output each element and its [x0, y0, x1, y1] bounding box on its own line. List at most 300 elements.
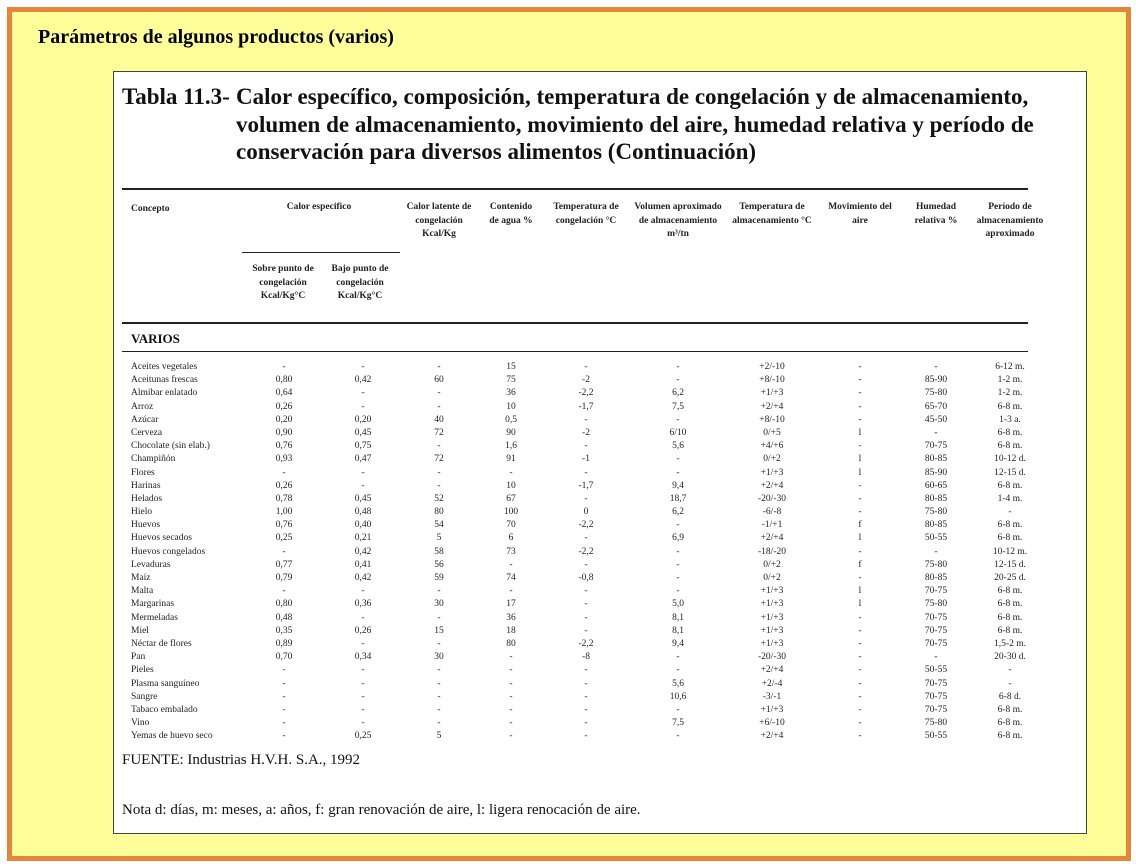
sobre-punto-cell: 0,90: [275, 427, 293, 438]
table-row: [114, 704, 1086, 717]
sobre-punto-cell: -: [282, 467, 286, 478]
periodo-cell: 12-15 d.: [994, 467, 1026, 478]
header-calor-especifico: Calor especifico: [286, 202, 352, 212]
humedad-cell: 75-80: [924, 718, 948, 729]
bajo-punto-cell: 0,42: [354, 375, 372, 386]
temp-almacenamiento-cell: +2/+4: [760, 665, 784, 676]
humedad-cell: 75-80: [924, 507, 948, 518]
row-concepto: Aceitunas frescas: [131, 375, 198, 386]
temp-almacenamiento-cell: +1/+3: [760, 586, 784, 597]
table-row: [114, 480, 1086, 493]
row-concepto: Flores: [131, 467, 155, 478]
volumen-cell: 6,2: [672, 388, 684, 399]
table-label: Tabla 11.3-: [122, 84, 230, 109]
bajo-punto-cell: -: [361, 638, 365, 649]
bajo-punto-cell: -: [361, 612, 365, 623]
humedad-cell: 80-85: [924, 493, 948, 504]
movimiento-aire-cell: -: [858, 665, 862, 676]
movimiento-aire-cell: -: [858, 414, 862, 425]
contenido-agua-cell: 1,6: [505, 441, 517, 452]
movimiento-aire-cell: -: [858, 573, 862, 583]
table-row: [114, 598, 1086, 611]
table-caption-line-1: Calor específico, composición, temperatura de congelación y de almacenamiento,: [236, 84, 1029, 109]
temp-congelacion-cell: -2: [582, 375, 590, 386]
row-concepto: Levaduras: [131, 559, 171, 570]
humedad-cell: 60-65: [924, 480, 948, 491]
volumen-cell: -: [676, 414, 680, 425]
volumen-cell: 6/10: [669, 427, 687, 438]
temp-almacenamiento-cell: +1/+3: [760, 388, 784, 399]
movimiento-aire-cell: -: [858, 401, 862, 412]
volumen-cell: 5,6: [672, 678, 684, 689]
section-rule: [122, 351, 1028, 352]
periodo-cell: 6-8 m.: [997, 625, 1023, 636]
bajo-punto-cell: 0,36: [354, 599, 372, 610]
volumen-cell: 9,4: [672, 638, 684, 649]
contenido-agua-cell: 70: [506, 520, 516, 531]
movimiento-aire-cell: f: [858, 559, 862, 570]
bajo-punto-cell: 0,42: [354, 573, 372, 583]
contenido-agua-cell: -: [509, 731, 513, 742]
sobre-punto-cell: 0,80: [275, 599, 293, 610]
row-concepto: Champiñón: [131, 454, 176, 465]
table-row: [114, 493, 1086, 506]
bajo-punto-cell: 0,75: [354, 441, 372, 452]
movimiento-aire-cell: -: [858, 493, 862, 504]
periodo-cell: 1-4 m.: [997, 493, 1023, 504]
bajo-punto-cell: 0,20: [354, 414, 372, 425]
bajo-punto-cell: -: [361, 665, 365, 676]
volumen-cell: 7,5: [672, 401, 684, 412]
movimiento-aire-cell: l: [858, 586, 862, 597]
periodo-cell: 6-12 m.: [995, 362, 1025, 372]
temp-congelacion-cell: -2,2: [578, 388, 594, 399]
temp-almacenamiento-cell: +2/-4: [761, 678, 783, 689]
movimiento-aire-cell: -: [858, 362, 862, 372]
temp-almacenamiento-cell: -1/+1: [761, 520, 783, 531]
temp-congelacion-cell: -: [584, 493, 588, 504]
calor-latente-cell: -: [437, 665, 441, 676]
sobre-punto-cell: 0,70: [275, 652, 293, 663]
note-line: Nota d: días, m: meses, a: años, f: gran renovación de aire, l: ligera renocación de aire.: [122, 802, 641, 818]
header-temp-congelacion: Temperatura de congelación °C: [553, 202, 619, 226]
temp-almacenamiento-cell: 0/+2: [763, 454, 781, 465]
periodo-cell: -: [1008, 665, 1012, 676]
header-concepto: Concepto: [131, 204, 170, 214]
row-concepto: Sangre: [131, 691, 158, 702]
temp-almacenamiento-cell: +1/+3: [760, 625, 784, 636]
humedad-cell: 80-85: [924, 573, 948, 583]
calor-latente-cell: 72: [434, 427, 444, 438]
header-temp-almacenamiento: Temperatura de almacenamiento °C: [732, 202, 812, 226]
bajo-punto-cell: 0,47: [354, 454, 372, 465]
periodo-cell: 6-8 m.: [997, 612, 1023, 623]
sobre-punto-cell: 0,80: [275, 375, 293, 386]
row-concepto: Almíbar enlatado: [131, 388, 198, 399]
table-row: [114, 717, 1086, 730]
sobre-punto-cell: 0,25: [275, 533, 293, 544]
sobre-punto-cell: -: [282, 546, 286, 557]
table-body: [114, 361, 1086, 743]
calor-latente-cell: -: [437, 718, 441, 729]
bajo-punto-cell: 0,40: [354, 520, 372, 531]
temp-congelacion-cell: -1,7: [578, 401, 594, 412]
periodo-cell: 6-8 m.: [997, 441, 1023, 452]
temp-almacenamiento-cell: +6/-10: [759, 718, 785, 729]
calor-latente-cell: -: [437, 441, 441, 452]
volumen-cell: -: [676, 665, 680, 676]
periodo-cell: 6-8 m.: [997, 586, 1023, 597]
row-concepto: Plasma sanguíneo: [131, 678, 200, 689]
temp-congelacion-cell: -8: [582, 652, 590, 663]
temp-congelacion-cell: -: [584, 441, 588, 452]
table-row: [114, 678, 1086, 691]
row-concepto: Pieles: [131, 665, 154, 676]
temp-congelacion-cell: -: [584, 678, 588, 689]
contenido-agua-cell: 80: [506, 638, 516, 649]
sobre-punto-cell: -: [282, 362, 286, 372]
header-volumen: Volumen aproximado de almacenamiento m³/tn: [634, 202, 722, 239]
row-concepto: Miel: [131, 625, 149, 636]
movimiento-aire-cell: -: [858, 375, 862, 386]
periodo-cell: 10-12 m.: [992, 546, 1028, 557]
calor-latente-cell: -: [437, 678, 441, 689]
periodo-cell: 12-15 d.: [994, 559, 1026, 570]
sobre-punto-cell: -: [282, 704, 286, 715]
periodo-cell: 1-3 a.: [999, 414, 1021, 425]
volumen-cell: 18,7: [669, 493, 687, 504]
bajo-punto-cell: 0,45: [354, 427, 372, 438]
volumen-cell: 6,9: [672, 533, 684, 544]
table-row: [114, 559, 1086, 572]
volumen-cell: -: [676, 559, 680, 570]
temp-almacenamiento-cell: +2/+4: [760, 533, 784, 544]
movimiento-aire-cell: l: [858, 467, 862, 478]
contenido-agua-cell: 6: [508, 533, 514, 544]
bajo-punto-cell: 0,42: [354, 546, 372, 557]
humedad-cell: -: [934, 362, 938, 372]
sobre-punto-cell: -: [282, 718, 286, 729]
movimiento-aire-cell: l: [858, 427, 862, 438]
temp-almacenamiento-cell: +4/+6: [760, 441, 784, 452]
temp-congelacion-cell: -: [584, 586, 588, 597]
bajo-punto-cell: -: [361, 704, 365, 715]
table-row: [114, 638, 1086, 651]
row-concepto: Harinas: [131, 480, 161, 491]
calor-latente-cell: -: [437, 638, 441, 649]
movimiento-aire-cell: -: [858, 691, 862, 702]
temp-congelacion-cell: -1: [582, 454, 590, 465]
contenido-agua-cell: 75: [506, 375, 516, 386]
table-row: [114, 651, 1086, 664]
bajo-punto-cell: 0,41: [354, 559, 372, 570]
contenido-agua-cell: 18: [506, 625, 516, 636]
humedad-cell: 45-50: [924, 414, 948, 425]
header-periodo: Período de almacenamiento aproximado: [976, 202, 1044, 239]
temp-almacenamiento-cell: +2/+4: [760, 731, 784, 742]
calor-latente-cell: 15: [434, 625, 444, 636]
header-humedad: Humedad relativa %: [914, 202, 958, 226]
periodo-cell: 6-8 m.: [997, 480, 1023, 491]
temp-almacenamiento-cell: +2/-10: [759, 362, 785, 372]
row-concepto: Yemas de huevo seco: [131, 731, 213, 742]
temp-congelacion-cell: -: [584, 665, 588, 676]
movimiento-aire-cell: -: [858, 625, 862, 636]
volumen-cell: 8,1: [672, 612, 684, 623]
movimiento-aire-cell: -: [858, 731, 862, 742]
header-sobre-punto: Sobre punto de congelación Kcal/Kg°C: [252, 264, 314, 301]
sobre-punto-cell: -: [282, 731, 286, 742]
volumen-cell: -: [676, 454, 680, 465]
movimiento-aire-cell: -: [858, 638, 862, 649]
table-row: [114, 691, 1086, 704]
row-concepto: Huevos: [131, 520, 161, 531]
periodo-cell: 20-30 d.: [994, 652, 1026, 663]
contenido-agua-cell: 91: [506, 454, 516, 465]
page-title: Parámetros de algunos productos (varios): [38, 26, 394, 48]
volumen-cell: 5,6: [672, 441, 684, 452]
calor-latente-cell: -: [437, 388, 441, 399]
volumen-cell: -: [676, 704, 680, 715]
sobre-punto-cell: 0,93: [275, 454, 293, 465]
bajo-punto-cell: -: [361, 586, 365, 597]
calor-latente-cell: 60: [434, 375, 444, 386]
volumen-cell: -: [676, 652, 680, 663]
sobre-punto-cell: 0,64: [275, 388, 293, 399]
periodo-cell: 6-8 m.: [997, 533, 1023, 544]
periodo-cell: 20-25 d.: [994, 573, 1026, 583]
row-concepto: Maíz: [131, 573, 151, 583]
movimiento-aire-cell: l: [858, 599, 862, 610]
temp-congelacion-cell: -2: [582, 427, 590, 438]
volumen-cell: -: [676, 546, 680, 557]
row-concepto: Hielo: [131, 507, 153, 518]
volumen-cell: -: [676, 731, 680, 742]
temp-almacenamiento-cell: -6/-8: [762, 507, 782, 518]
header-bajo-punto: Bajo punto de congelación Kcal/Kg°C: [331, 264, 389, 301]
calor-latente-cell: -: [437, 401, 441, 412]
bajo-punto-cell: -: [361, 480, 365, 491]
temp-congelacion-cell: -: [584, 414, 588, 425]
row-concepto: Huevos congelados: [131, 546, 206, 557]
table-row: [114, 361, 1086, 374]
periodo-cell: 10-12 d.: [994, 454, 1026, 465]
table-row: [114, 401, 1086, 414]
calor-latente-cell: 58: [434, 546, 444, 557]
temp-almacenamiento-cell: +8/-10: [759, 414, 785, 425]
periodo-cell: 6-8 m.: [997, 599, 1023, 610]
temp-almacenamiento-cell: -3/-1: [762, 691, 782, 702]
temp-congelacion-cell: -: [584, 612, 588, 623]
bajo-punto-cell: 0,25: [354, 731, 372, 742]
sobre-punto-cell: 0,79: [275, 573, 293, 583]
table-caption-line-2: volumen de almacenamiento, movimiento del aire, humedad relativa y período de: [236, 112, 1034, 137]
movimiento-aire-cell: -: [858, 507, 862, 518]
temp-congelacion-cell: -2,2: [578, 546, 594, 557]
temp-congelacion-cell: -: [584, 559, 588, 570]
humedad-cell: 50-55: [924, 533, 948, 544]
table-row: [114, 506, 1086, 519]
volumen-cell: 10,6: [669, 691, 687, 702]
source-line: FUENTE: Industrias H.V.H. S.A., 1992: [122, 752, 361, 768]
humedad-cell: 50-55: [924, 665, 948, 676]
contenido-agua-cell: 36: [506, 612, 516, 623]
row-concepto: Huevos secados: [131, 533, 192, 544]
contenido-agua-cell: -: [509, 559, 513, 570]
bajo-punto-cell: -: [361, 467, 365, 478]
contenido-agua-cell: 100: [503, 507, 519, 518]
row-concepto: Helados: [131, 493, 163, 504]
humedad-cell: 75-80: [924, 559, 948, 570]
header-calor-latente: Calor latente de congelación Kcal/Kg: [406, 202, 472, 239]
calor-latente-cell: 72: [434, 454, 444, 465]
table-caption-line-3: conservación para diversos alimentos (Continuación): [236, 139, 757, 164]
row-concepto: Chocolate (sin elab.): [131, 441, 210, 452]
section-label: VARIOS: [131, 331, 180, 346]
movimiento-aire-cell: l: [858, 454, 862, 465]
movimiento-aire-cell: -: [858, 718, 862, 729]
temp-congelacion-cell: -0,8: [578, 573, 594, 583]
calor-latente-cell: 52: [434, 493, 444, 504]
calor-latente-cell: -: [437, 586, 441, 597]
bajo-punto-cell: 0,21: [354, 533, 372, 544]
contenido-agua-cell: -: [509, 467, 513, 478]
bajo-punto-cell: -: [361, 691, 365, 702]
humedad-cell: 85-90: [924, 467, 948, 478]
movimiento-aire-cell: -: [858, 441, 862, 452]
temp-congelacion-cell: -: [584, 533, 588, 544]
bajo-punto-cell: 0,48: [354, 507, 372, 518]
contenido-agua-cell: 67: [506, 493, 516, 504]
scanned-table-image: [113, 71, 1087, 834]
table-row: [114, 414, 1086, 427]
volumen-cell: -: [676, 586, 680, 597]
humedad-cell: -: [934, 546, 938, 557]
header-movimiento-aire: Movimiento del aire: [828, 202, 892, 226]
calor-latente-cell: -: [437, 467, 441, 478]
sobre-punto-cell: -: [282, 665, 286, 676]
row-concepto: Tabaco embalado: [131, 704, 198, 715]
temp-almacenamiento-cell: +2/+4: [760, 480, 784, 491]
row-concepto: Cerveza: [131, 427, 163, 438]
calor-latente-cell: 54: [434, 520, 444, 531]
temp-almacenamiento-cell: 0/+5: [763, 427, 781, 438]
movimiento-aire-cell: -: [858, 652, 862, 663]
periodo-cell: 1-2 m.: [997, 375, 1023, 386]
contenido-agua-cell: 74: [506, 573, 516, 583]
row-concepto: Pan: [131, 652, 146, 663]
temp-almacenamiento-cell: +1/+3: [760, 638, 784, 649]
contenido-agua-cell: -: [509, 678, 513, 689]
table-row: [114, 453, 1086, 466]
table-row: [114, 387, 1086, 400]
humedad-cell: 70-75: [924, 678, 948, 689]
volumen-cell: -: [676, 375, 680, 386]
table-row: [114, 612, 1086, 625]
bajo-punto-cell: 0,45: [354, 493, 372, 504]
sobre-punto-cell: 0,26: [275, 401, 293, 412]
temp-congelacion-cell: -: [584, 467, 588, 478]
periodo-cell: 1,5-2 m.: [994, 638, 1026, 649]
contenido-agua-cell: 17: [506, 599, 516, 610]
calor-latente-cell: -: [437, 362, 441, 372]
sobre-punto-cell: -: [282, 691, 286, 702]
contenido-agua-cell: 73: [506, 546, 516, 557]
bajo-punto-cell: -: [361, 718, 365, 729]
volumen-cell: -: [676, 573, 680, 583]
header-bottom-rule: [122, 322, 1028, 324]
volumen-cell: 7,5: [672, 718, 684, 729]
volumen-cell: -: [676, 467, 680, 478]
sobre-punto-cell: 0,78: [275, 493, 293, 504]
periodo-cell: 6-8 m.: [997, 427, 1023, 438]
volumen-cell: -: [676, 362, 680, 372]
movimiento-aire-cell: -: [858, 612, 862, 623]
humedad-cell: 70-75: [924, 638, 948, 649]
humedad-cell: 75-80: [924, 599, 948, 610]
contenido-agua-cell: 10: [506, 480, 516, 491]
calor-latente-cell: 30: [434, 599, 444, 610]
temp-congelacion-cell: 0: [583, 507, 589, 518]
humedad-cell: 70-75: [924, 612, 948, 623]
contenido-agua-cell: 10: [506, 401, 516, 412]
contenido-agua-cell: -: [509, 704, 513, 715]
contenido-agua-cell: -: [509, 718, 513, 729]
sobre-punto-cell: 0,77: [275, 559, 293, 570]
calor-latente-cell: 5: [436, 731, 442, 742]
humedad-cell: -: [934, 652, 938, 663]
humedad-cell: 70-75: [924, 691, 948, 702]
calor-latente-cell: 80: [434, 507, 444, 518]
humedad-cell: 75-80: [924, 388, 948, 399]
bajo-punto-cell: 0,26: [354, 625, 372, 636]
movimiento-aire-cell: -: [858, 546, 862, 557]
contenido-agua-cell: 36: [506, 388, 516, 399]
contenido-agua-cell: -: [509, 665, 513, 676]
volumen-cell: -: [676, 520, 680, 531]
temp-congelacion-cell: -2,2: [578, 520, 594, 531]
contenido-agua-cell: 15: [506, 362, 516, 372]
periodo-cell: 6-8 m.: [997, 718, 1023, 729]
movimiento-aire-cell: -: [858, 388, 862, 399]
calor-latente-cell: -: [437, 612, 441, 623]
periodo-cell: 1-2 m.: [997, 388, 1023, 399]
row-concepto: Malta: [131, 586, 154, 597]
calor-latente-cell: -: [437, 691, 441, 702]
sobre-punto-cell: 0,76: [275, 441, 293, 452]
humedad-cell: 80-85: [924, 520, 948, 531]
temp-almacenamiento-cell: +8/-10: [759, 375, 785, 386]
humedad-cell: 65-70: [924, 401, 948, 412]
temp-congelacion-cell: -: [584, 704, 588, 715]
humedad-cell: 70-75: [924, 704, 948, 715]
table-row: [114, 440, 1086, 453]
header-contenido-agua: Contenido de agua %: [489, 202, 533, 226]
table-row: [114, 664, 1086, 677]
movimiento-aire-cell: l: [858, 533, 862, 544]
table-row: [114, 625, 1086, 638]
periodo-cell: 6-8 m.: [997, 731, 1023, 742]
temp-almacenamiento-cell: -20/-30: [758, 652, 786, 663]
temp-almacenamiento-cell: -20/-30: [758, 493, 786, 504]
contenido-agua-cell: -: [509, 652, 513, 663]
volumen-cell: 6,2: [672, 507, 684, 518]
row-concepto: Néctar de flores: [131, 638, 192, 649]
periodo-cell: 6-8 m.: [997, 401, 1023, 412]
contenido-agua-cell: -: [509, 586, 513, 597]
temp-congelacion-cell: -2,2: [578, 638, 594, 649]
humedad-cell: 80-85: [924, 454, 948, 465]
